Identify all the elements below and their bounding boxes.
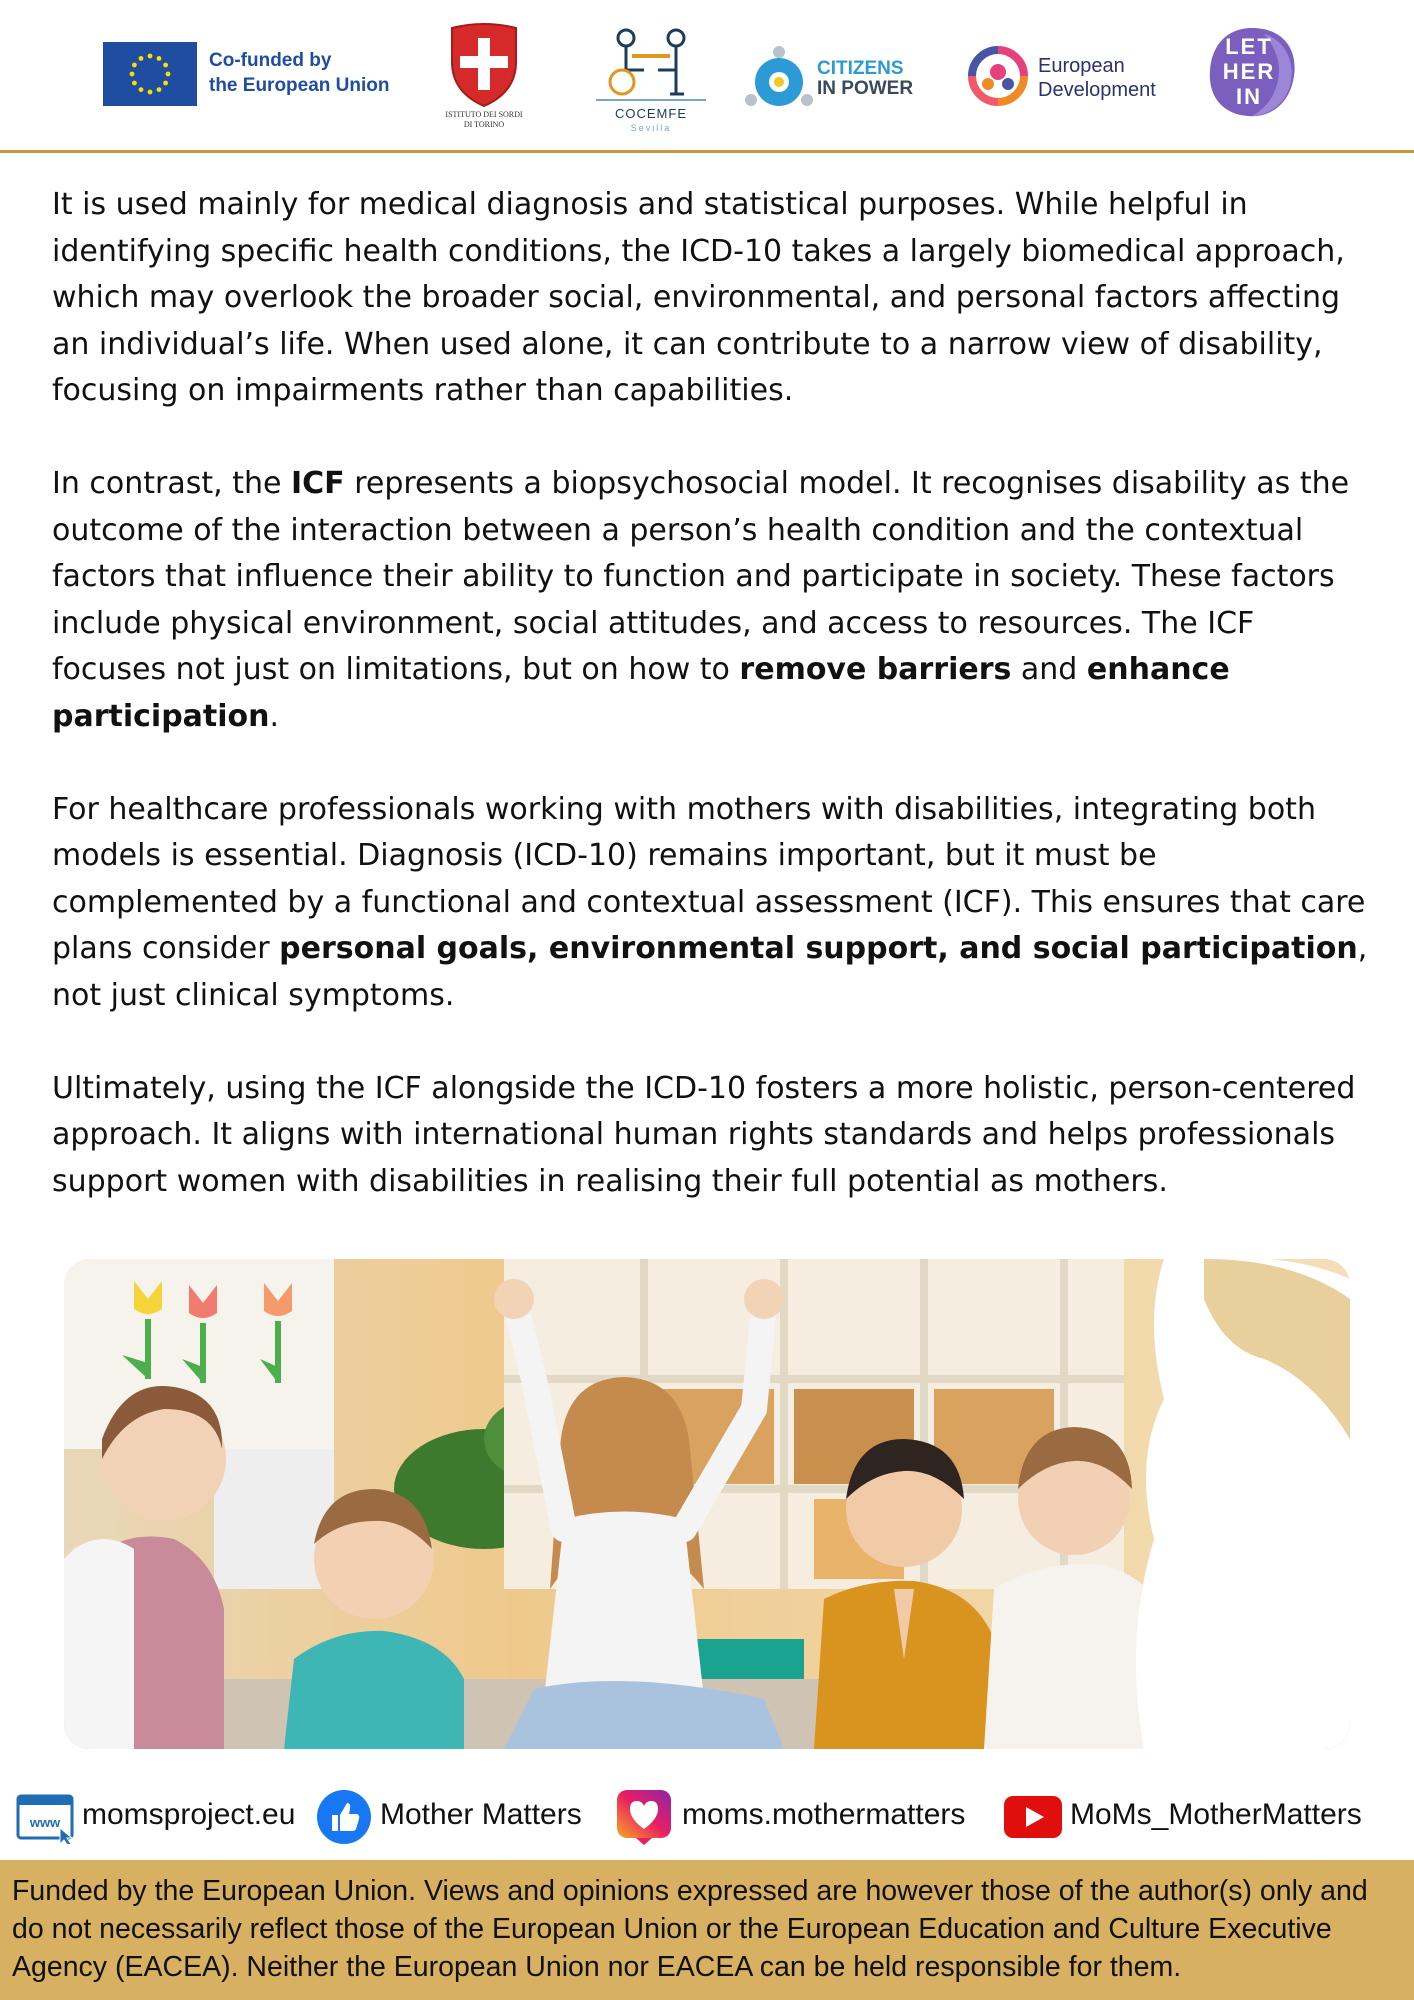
cocemfe-logo-name: COCEMFE	[615, 106, 687, 121]
torino-logo-line1: ISTITUTO DEI SORDI	[445, 110, 523, 119]
paragraph-icf-text-4: .	[269, 698, 280, 734]
paragraph-icd10-text: It is used mainly for medical diagnosis and statistical purposes. While helpful in identifying specific health conditions, the ICD-10 takes a largely biomedical approach, which may overlook the broader social, environmental, and personal factors affecting an individual’s life. When used alone, it can contribute to a narrow view of disability, focusing on impairments rather than capabilities.	[52, 187, 1345, 408]
website-link[interactable]	[16, 1790, 306, 1844]
social-links-row	[0, 1790, 1414, 1844]
paragraph-icf-text-3: and	[1011, 652, 1087, 687]
eu-flag-icon	[103, 42, 197, 106]
facebook-link[interactable]	[316, 1790, 606, 1844]
people-circle-icon	[966, 44, 1030, 108]
letherin-logo-line3: IN	[1236, 84, 1262, 109]
instagram-label: moms.mothermatters	[682, 1798, 966, 1831]
youtube-label: MoMs_MotherMatters	[1070, 1798, 1362, 1831]
paragraph-integration	[52, 787, 1372, 1020]
paragraph-conclusion	[52, 1066, 1372, 1206]
letherin-logo-line1: LET	[1225, 34, 1273, 59]
citizens-logo-line2: IN POWER	[817, 78, 914, 99]
cocemfe-sevilla-logo	[592, 26, 710, 136]
instagram-link[interactable]	[616, 1790, 986, 1844]
paragraph-conclusion-text: Ultimately, using the ICF alongside the ICD-10 fosters a more holistic, person-centered approach. It aligns with international human rights standards and helps professionals support women with disabilities in realising their full potential as mothers.	[52, 1070, 1356, 1199]
paragraph-integration-text-1: For healthcare professionals working with mothers with disabilities, integrating both models is essential. Diagnosis (ICD-10) remains important, but it must be complemented by a functional and contextual assessment (ICF). This ensures that care plans consider	[52, 791, 1366, 966]
citizens-in-power-logo	[743, 44, 923, 116]
istituto-sordi-torino-logo	[436, 22, 532, 134]
paragraph-integration-bold: personal goals, environmental support, and social participation	[279, 931, 1358, 966]
facebook-like-icon	[316, 1789, 372, 1845]
www-icon	[16, 1790, 76, 1844]
eudev-logo-line1: European	[1038, 55, 1125, 77]
eu-logo-text	[209, 48, 419, 98]
eu-logo-line1: Co-funded by	[209, 50, 332, 71]
youtube-link[interactable]	[1004, 1790, 1404, 1844]
facebook-label: Mother Matters	[380, 1798, 582, 1831]
children-classroom-photo	[64, 1259, 1350, 1749]
paragraph-icf	[52, 461, 1372, 740]
website-label: momsproject.eu	[82, 1798, 296, 1831]
eudev-logo-text	[1038, 54, 1188, 102]
letherin-logo-text	[1204, 34, 1294, 109]
citizens-logo-line1: CITIZENS	[817, 58, 904, 79]
eu-cofunded-logo	[103, 42, 413, 106]
eu-logo-line2: the European Union	[209, 75, 390, 96]
paragraph-icf-bold-remove-barriers: remove barriers	[739, 652, 1012, 687]
shield-icon	[436, 22, 532, 108]
cocemfe-logo-city: Sevilla	[630, 123, 672, 133]
paragraph-icf-text-2: represents a biopsychosocial model. It recognises disability as the outcome of the interaction between a person’s health condition and the contextual factors that influence their ability to function and participate in society. These factors include physical environment, social attitudes, and access to resources. The ICF focuses not just on limitations, but on how to	[52, 466, 1350, 687]
eudev-logo-line2: Development	[1038, 79, 1156, 101]
paragraph-icf-bold-enhance-participation: enhance participation	[52, 652, 1230, 734]
disclaimer-text: Funded by the European Union. Views and opinions expressed are however those of the author(s) only and do not necessarily reflect those of the European Union or the European Education and Culture Executive Agency (EACEA). Neither the European Union nor EACEA can be held responsible for them.	[12, 1875, 1368, 1983]
instagram-heart-icon	[616, 1789, 674, 1845]
torino-logo-text	[436, 110, 532, 130]
let-her-in-logo	[1204, 24, 1300, 120]
paragraph-icf-bold-icf: ICF	[290, 466, 345, 501]
paragraph-icd10	[52, 182, 1372, 415]
eu-funding-disclaimer	[0, 1860, 1414, 2000]
svg-text:www: www	[29, 1815, 61, 1830]
citizens-logo-text	[817, 59, 927, 99]
citizens-emblem-icon	[743, 44, 815, 116]
people-at-table-icon	[592, 26, 710, 102]
letherin-logo-line2: HER	[1222, 59, 1276, 84]
paragraph-integration-text-2: , not just clinical symptoms.	[52, 931, 1368, 1013]
youtube-play-icon	[1004, 1796, 1062, 1840]
paragraph-icf-text-1: In contrast, the	[52, 466, 291, 501]
torino-logo-line2: DI TORINO	[463, 120, 505, 129]
european-development-logo	[966, 44, 1186, 114]
article-body	[52, 182, 1372, 1205]
partner-logos-header	[0, 0, 1414, 153]
